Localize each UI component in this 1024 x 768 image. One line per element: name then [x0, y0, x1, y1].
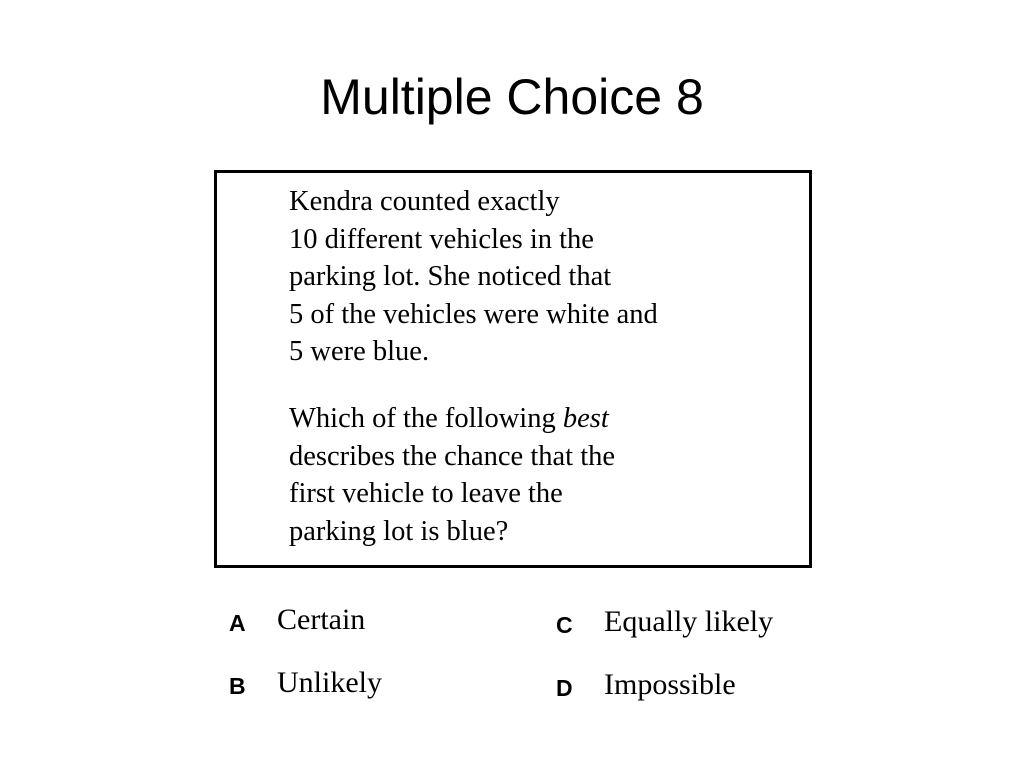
question-line: describes the chance that the [289, 440, 616, 472]
question-line-text: Which of the following [289, 402, 563, 434]
question-line: Kendra counted exactly [289, 186, 560, 217]
question-line: 10 different vehicles in the [289, 223, 594, 255]
question-line: first vehicle to leave the [289, 478, 563, 510]
option-letter: C [556, 612, 573, 638]
question-line [289, 400, 789, 438]
question-line: parking lot is blue? [289, 515, 509, 547]
question-box [214, 170, 812, 568]
question-paragraph-2 [289, 400, 789, 550]
question-line: parking lot. She noticed that [289, 261, 612, 293]
question-text [289, 183, 789, 550]
option-text: Unlikely [277, 666, 382, 699]
option-text: Impossible [604, 668, 736, 701]
option-letter: D [556, 675, 573, 701]
option-letter: B [229, 673, 246, 699]
question-line: 5 were blue. [289, 336, 430, 368]
question-line: 5 of the vehicles were white and [289, 298, 658, 330]
slide-title: Multiple Choice 8 [320, 69, 704, 125]
option-text: Certain [277, 603, 366, 636]
option-letter: A [229, 610, 246, 636]
option-text: Equally likely [604, 605, 774, 638]
emphasis-best: best [562, 402, 609, 434]
question-paragraph-1 [289, 183, 789, 371]
